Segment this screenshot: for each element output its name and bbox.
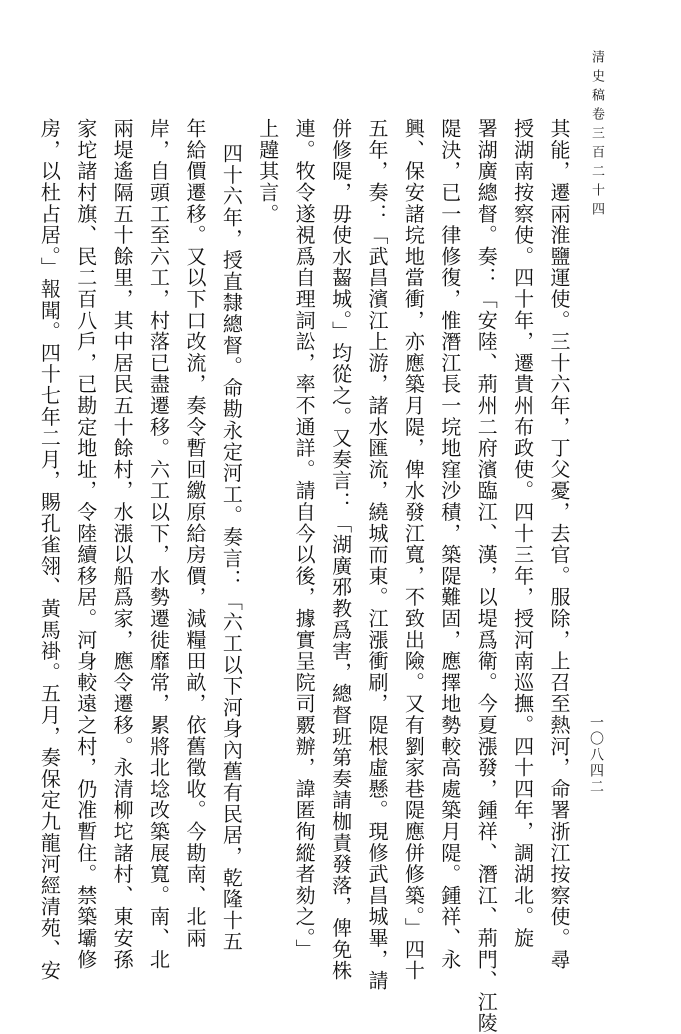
- text-column: 五年，奏：「武昌濱江上游，諸水匯流，繞城而東。江漲衝刷，隄根虛懸。現修武昌城畢，請: [364, 118, 389, 992]
- text-column: 家坨諸村旗、民二百八戶，已勘定地址，令陸續移居。河身較遠之村，仍准暫住。禁築壩修: [73, 118, 98, 970]
- text-column-paragraph-start: 四十六年，授直隸總督。命勘永定河工。奏言：「六工以下河身內舊有民居，乾隆十五: [219, 143, 244, 953]
- text-column: 授湖南按察使。四十年，遷貴州布政使。四十三年，授河南巡撫。四十四年，調湖北。旋: [510, 118, 535, 949]
- running-title: 清史稿卷三百二十四: [589, 50, 604, 221]
- text-column: 兩堤遙隔五十餘里，其中居民五十餘村，水漲以船爲家，應令遷移。永清柳坨諸村、東安孫: [110, 118, 135, 970]
- main-text: [37, 118, 577, 1034]
- page-number: 一〇八四二: [588, 715, 604, 795]
- text-column: 其能，遷兩淮鹽運使。三十六年，丁父憂，去官。服除，上召至熱河，命署浙江按察使。尋: [547, 118, 571, 970]
- text-column: 房，以杜占居。」報聞。四十七年二月，賜孔雀翎、黃馬褂。五月，奏保定九龍河經清苑、安: [37, 118, 62, 982]
- text-column: 連。牧令遂視爲自理詞訟，率不通詳。請自今以後，據實呈院司覈辦，諱匿徇縱者劾之。」: [292, 118, 317, 960]
- text-column: 署湖廣總督。奏：「安陸、荊州二府濱臨江、漢，以堤爲衛。今夏漲發，鍾祥、潛江、荊門、江陵: [474, 118, 499, 1034]
- text-column: 併修隄，毋使水齧城。」均從之。又奏言：「湖廣邪教爲害，總督班第奏請枷責發落，俾免株: [328, 118, 353, 982]
- text-column: 隄決，已一律修復，惟潛江長一垸地窪沙積，築隄難固，應擇地勢較高處築月隄。鍾祥、永: [437, 118, 462, 970]
- text-column: 年給價遷移。又以下口改流，奏令暫回繳原給房價，減糧田畝，依舊徵收。今勘南、北兩: [182, 118, 207, 949]
- text-column: 興、保安諸垸地當衝，亦應築月隄，俾水發江寬，不致出險。又有劉家巷隄應併修築。」四十: [401, 118, 426, 982]
- text-column: 岸，自頭工至六工，村落已盡遷移。六工以下，水勢遷徙靡常，累將北埝改築展寬。南、北: [146, 118, 171, 970]
- text-column: 上韙其言。: [255, 118, 280, 225]
